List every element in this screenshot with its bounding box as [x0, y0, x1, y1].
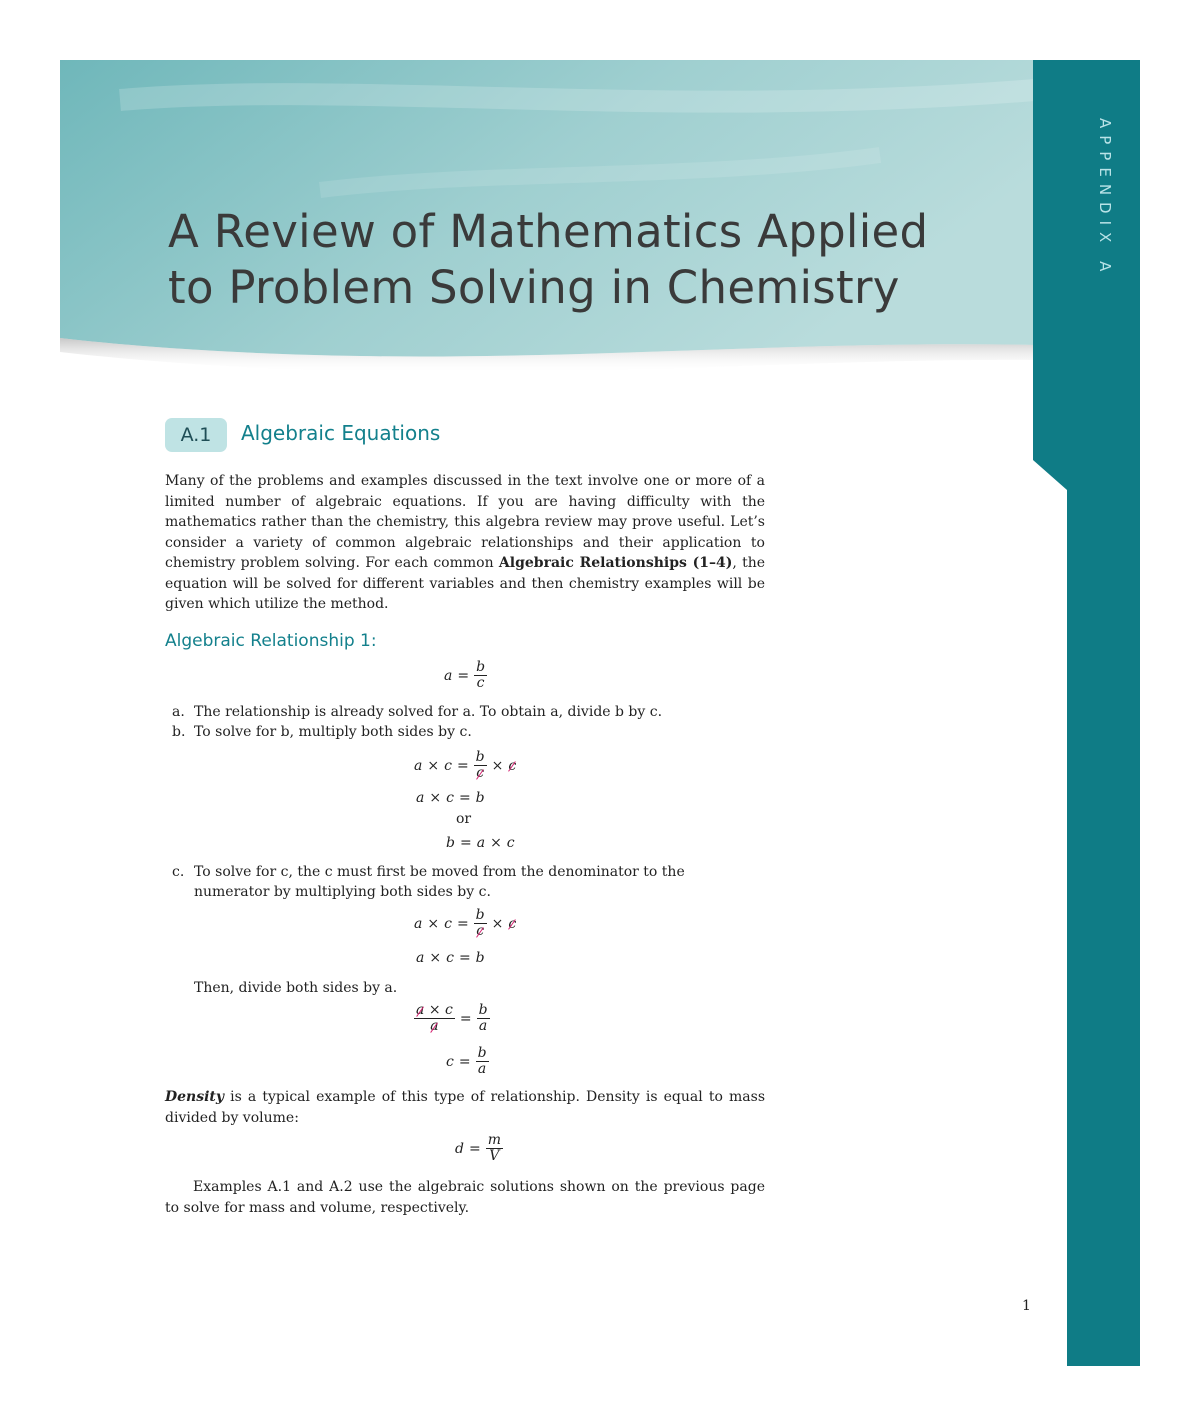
examples-paragraph: Examples A.1 and A.2 use the algebraic solutions shown on the previous page to solve for mass and volume, respectively.	[165, 1179, 765, 1216]
item-b-text: To solve for b, multiply both sides by c.	[194, 724, 472, 740]
intro-bold-term: Algebraic Relationships (1–4)	[498, 555, 733, 571]
density-term: Density	[165, 1089, 225, 1105]
item-c	[172, 862, 685, 882]
density-paragraph	[165, 1087, 765, 1128]
item-c-text-line-2: numerator by multiplying both sides by c.	[194, 884, 491, 900]
then-divide-text: Then, divide both sides by a.	[194, 980, 398, 996]
page-number: 1	[1022, 1298, 1031, 1314]
chapter-banner	[60, 60, 1035, 400]
chapter-title	[168, 204, 1028, 316]
chapter-title-line-2: to Problem Solving in Chemistry	[168, 261, 900, 314]
equation-a-equals-b-over-c: a = $\frac{b}{c}$	[444, 659, 486, 691]
equation-c-equals-b-over-a: c = $\frac{b}{a}$	[446, 1045, 487, 1077]
or-text: or	[456, 811, 472, 827]
section-number-badge: A.1	[165, 418, 227, 452]
relationship-heading: Algebraic Relationship 1:	[165, 631, 377, 651]
item-b	[172, 722, 472, 742]
intro-paragraph	[165, 471, 765, 615]
equation-multiply-by-c: a × c = $\frac{b}{c}$ × c	[414, 749, 517, 781]
side-tab-strip	[1067, 486, 1140, 1366]
appendix-side-tab	[1033, 60, 1140, 490]
item-c-text-line-1: To solve for c, the c must first be moved from the denominator to the	[194, 864, 685, 880]
item-a	[172, 702, 662, 722]
item-a-text: The relationship is already solved for a. To obtain a, divide b by c.	[194, 704, 663, 720]
item-a-label: a.	[172, 704, 185, 720]
section-title: Algebraic Equations	[241, 421, 441, 445]
equation-c-a-times-c-equals-b: a × c = b	[416, 950, 485, 966]
chapter-title-line-1: A Review of Mathematics Applied	[168, 205, 929, 258]
intro-text-start: Many of the problems and examples discussed in the text involve one or more of a limited number of algebraic equations. If you are having difficulty with the mathematics rather than the chemistry, this algebra review may prove useful. Let’s consider a variety of common algebraic relationships and their application to chemistry problem solving. For each common	[165, 473, 765, 571]
item-c-label: c.	[172, 864, 185, 880]
equation-b-equals-a-times-c: b = a × c	[446, 835, 515, 851]
equation-divide-by-a: $\frac{a \times c}{a}$ = $\frac{b}{a}$	[416, 1002, 488, 1034]
density-text: is a typical example of this type of relationship. Density is equal to mass divided by volume:	[165, 1089, 765, 1126]
equation-a-times-c-equals-b: a × c = b	[416, 790, 485, 806]
equation-c-multiply-by-c: a × c = $\frac{b}{c}$ × c	[414, 907, 517, 939]
appendix-label: APPENDIX A	[1096, 118, 1114, 279]
equation-density: d = $\frac{m}{V}$	[455, 1132, 501, 1164]
item-b-label: b.	[172, 724, 186, 740]
intro-text-end: , the equation will be solved for different variables and then chemistry examples will be given which utilize the method.	[165, 555, 766, 612]
